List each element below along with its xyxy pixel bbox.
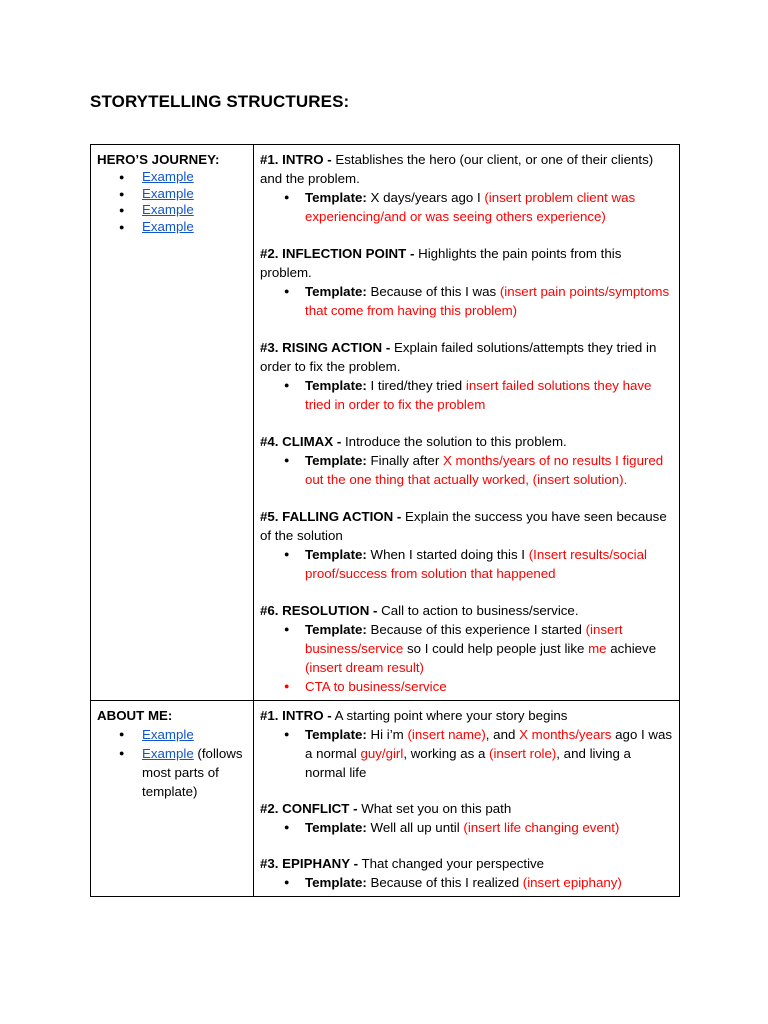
template-list: [260, 545, 673, 583]
template-list: [260, 282, 673, 320]
template-label: Template:: [305, 875, 367, 890]
template-item: [305, 188, 673, 226]
table-row-about-me: [91, 701, 680, 897]
story-step: [260, 706, 673, 782]
template-list: [260, 620, 673, 696]
template-text: Because of this experience I started: [366, 622, 586, 637]
story-step: [260, 432, 673, 489]
template-text: I tired/they tried: [366, 378, 466, 393]
list-item: [142, 219, 247, 236]
step-heading: #3. RISING ACTION -: [260, 340, 391, 355]
example-link[interactable]: Example: [142, 746, 194, 761]
template-item: [305, 620, 673, 677]
step-heading: #5. FALLING ACTION -: [260, 509, 402, 524]
story-step: [260, 507, 673, 583]
template-text: ago I was a normal: [305, 727, 673, 761]
heros-journey-label-cell: [91, 145, 254, 701]
list-item: [142, 744, 247, 801]
template-label: Template:: [305, 727, 367, 742]
example-note: (follows most parts of template): [142, 746, 243, 799]
example-link[interactable]: Example: [142, 202, 194, 218]
template-list: [260, 725, 673, 782]
step-text: What set you on this path: [357, 801, 512, 816]
list-item: [142, 725, 247, 744]
story-step: [260, 601, 673, 696]
step-description: [260, 338, 673, 376]
step-heading: #4. CLIMAX -: [260, 434, 342, 449]
step-text: That changed your perspective: [358, 856, 545, 871]
template-text: , and living a normal life: [305, 746, 631, 780]
story-step: [260, 150, 673, 226]
example-link[interactable]: Example: [142, 727, 194, 742]
step-description: [260, 706, 673, 725]
step-text: Highlights the pain points from this problem.: [260, 246, 622, 280]
template-item: [305, 873, 673, 892]
template-text: Because of this I realized: [366, 875, 523, 890]
about-me-example-list: [97, 725, 247, 801]
step-heading: #3. EPIPHANY -: [260, 856, 359, 871]
about-me-heading: ABOUT ME:: [97, 708, 173, 723]
template-text: Hi i’m: [366, 727, 408, 742]
step-text: Call to action to business/service.: [377, 603, 579, 618]
example-link[interactable]: Example: [142, 185, 194, 201]
placeholder-text: guy/girl: [360, 746, 404, 761]
story-step: [260, 338, 673, 414]
template-label: Template:: [305, 453, 367, 468]
step-description: [260, 854, 673, 873]
template-text: When I started doing this I: [366, 547, 529, 562]
step-text: Explain failed solutions/attempts they tried in order to fix the problem.: [260, 340, 657, 374]
example-link[interactable]: Example: [142, 169, 194, 184]
story-step: [260, 244, 673, 320]
placeholder-text: (insert business/service: [305, 622, 623, 656]
page-title: STORYTELLING STRUCTURES:: [90, 92, 350, 111]
template-label: Template:: [305, 622, 367, 637]
list-item: [142, 186, 247, 203]
step-heading: #1. INTRO -: [260, 152, 332, 167]
placeholder-text: (insert name): [407, 727, 486, 742]
story-step: [260, 799, 673, 837]
template-list: [260, 818, 673, 837]
step-description: [260, 799, 673, 818]
template-item: [305, 451, 673, 489]
step-description: [260, 601, 673, 620]
placeholder-text: (Insert results/social proof/success from solution that happened: [305, 547, 647, 581]
placeholder-text: (insert life changing event): [463, 820, 620, 835]
template-text: so I could help people just like: [403, 641, 589, 656]
cta-item: ● CTA to business/service: [305, 677, 673, 696]
template-item: [305, 376, 673, 414]
step-description: [260, 432, 673, 451]
step-heading: #2. CONFLICT -: [260, 801, 358, 816]
template-text: achieve: [606, 641, 657, 656]
template-label: Template:: [305, 820, 367, 835]
list-item: [142, 202, 247, 219]
placeholder-text: X months/years of no results I figured out the one thing that actually worked, (insert solution).: [305, 453, 664, 487]
table-row-heros-journey: [91, 145, 680, 701]
template-item: [305, 818, 673, 837]
template-text: Finally after: [366, 453, 443, 468]
step-description: [260, 244, 673, 282]
placeholder-text: (insert epiphany): [522, 875, 622, 890]
step-heading: #6. RESOLUTION -: [260, 603, 378, 618]
heros-journey-steps-cell: [254, 145, 680, 701]
step-description: [260, 150, 673, 188]
template-text: Because of this I was: [366, 284, 500, 299]
template-label: Template:: [305, 284, 367, 299]
template-label: Template:: [305, 378, 367, 393]
template-list: [260, 376, 673, 414]
heros-journey-example-list: [97, 169, 247, 235]
template-text: X days/years ago I: [366, 190, 485, 205]
storytelling-table: [90, 144, 680, 897]
heros-journey-heading: HERO’S JOURNEY:: [97, 152, 220, 167]
placeholder-text: (insert problem client was experiencing/and or was seeing others experience): [305, 190, 636, 224]
template-item: [305, 282, 673, 320]
template-label: Template:: [305, 190, 367, 205]
step-text: Explain the success you have seen because of the solution: [260, 509, 667, 543]
step-heading: #2. INFLECTION POINT -: [260, 246, 415, 261]
placeholder-text: me: [588, 641, 607, 656]
about-me-steps-cell: [254, 701, 680, 897]
step-description: [260, 507, 673, 545]
placeholder-text: insert failed solutions they have tried in order to fix the problem: [305, 378, 652, 412]
template-list: [260, 873, 673, 892]
step-text: Establishes the hero (our client, or one of their clients) and the problem.: [260, 152, 654, 186]
placeholder-text: (insert dream result): [305, 660, 424, 675]
about-me-label-cell: [91, 701, 254, 897]
template-item: [305, 725, 673, 782]
placeholder-text: (insert role): [489, 746, 557, 761]
step-text: A starting point where your story begins: [331, 708, 568, 723]
template-text: , and: [485, 727, 520, 742]
template-text: Well all up until: [366, 820, 464, 835]
placeholder-text: X months/years: [519, 727, 612, 742]
step-text: Introduce the solution to this problem.: [341, 434, 567, 449]
template-item: [305, 545, 673, 583]
list-item: [142, 169, 247, 186]
story-step: [260, 854, 673, 892]
template-list: [260, 188, 673, 226]
template-text: , working as a: [403, 746, 490, 761]
placeholder-text: (insert pain points/symptoms that come from having this problem): [305, 284, 670, 318]
template-list: [260, 451, 673, 489]
template-label: Template:: [305, 547, 367, 562]
example-link[interactable]: Example: [142, 218, 194, 234]
step-heading: #1. INTRO -: [260, 708, 332, 723]
